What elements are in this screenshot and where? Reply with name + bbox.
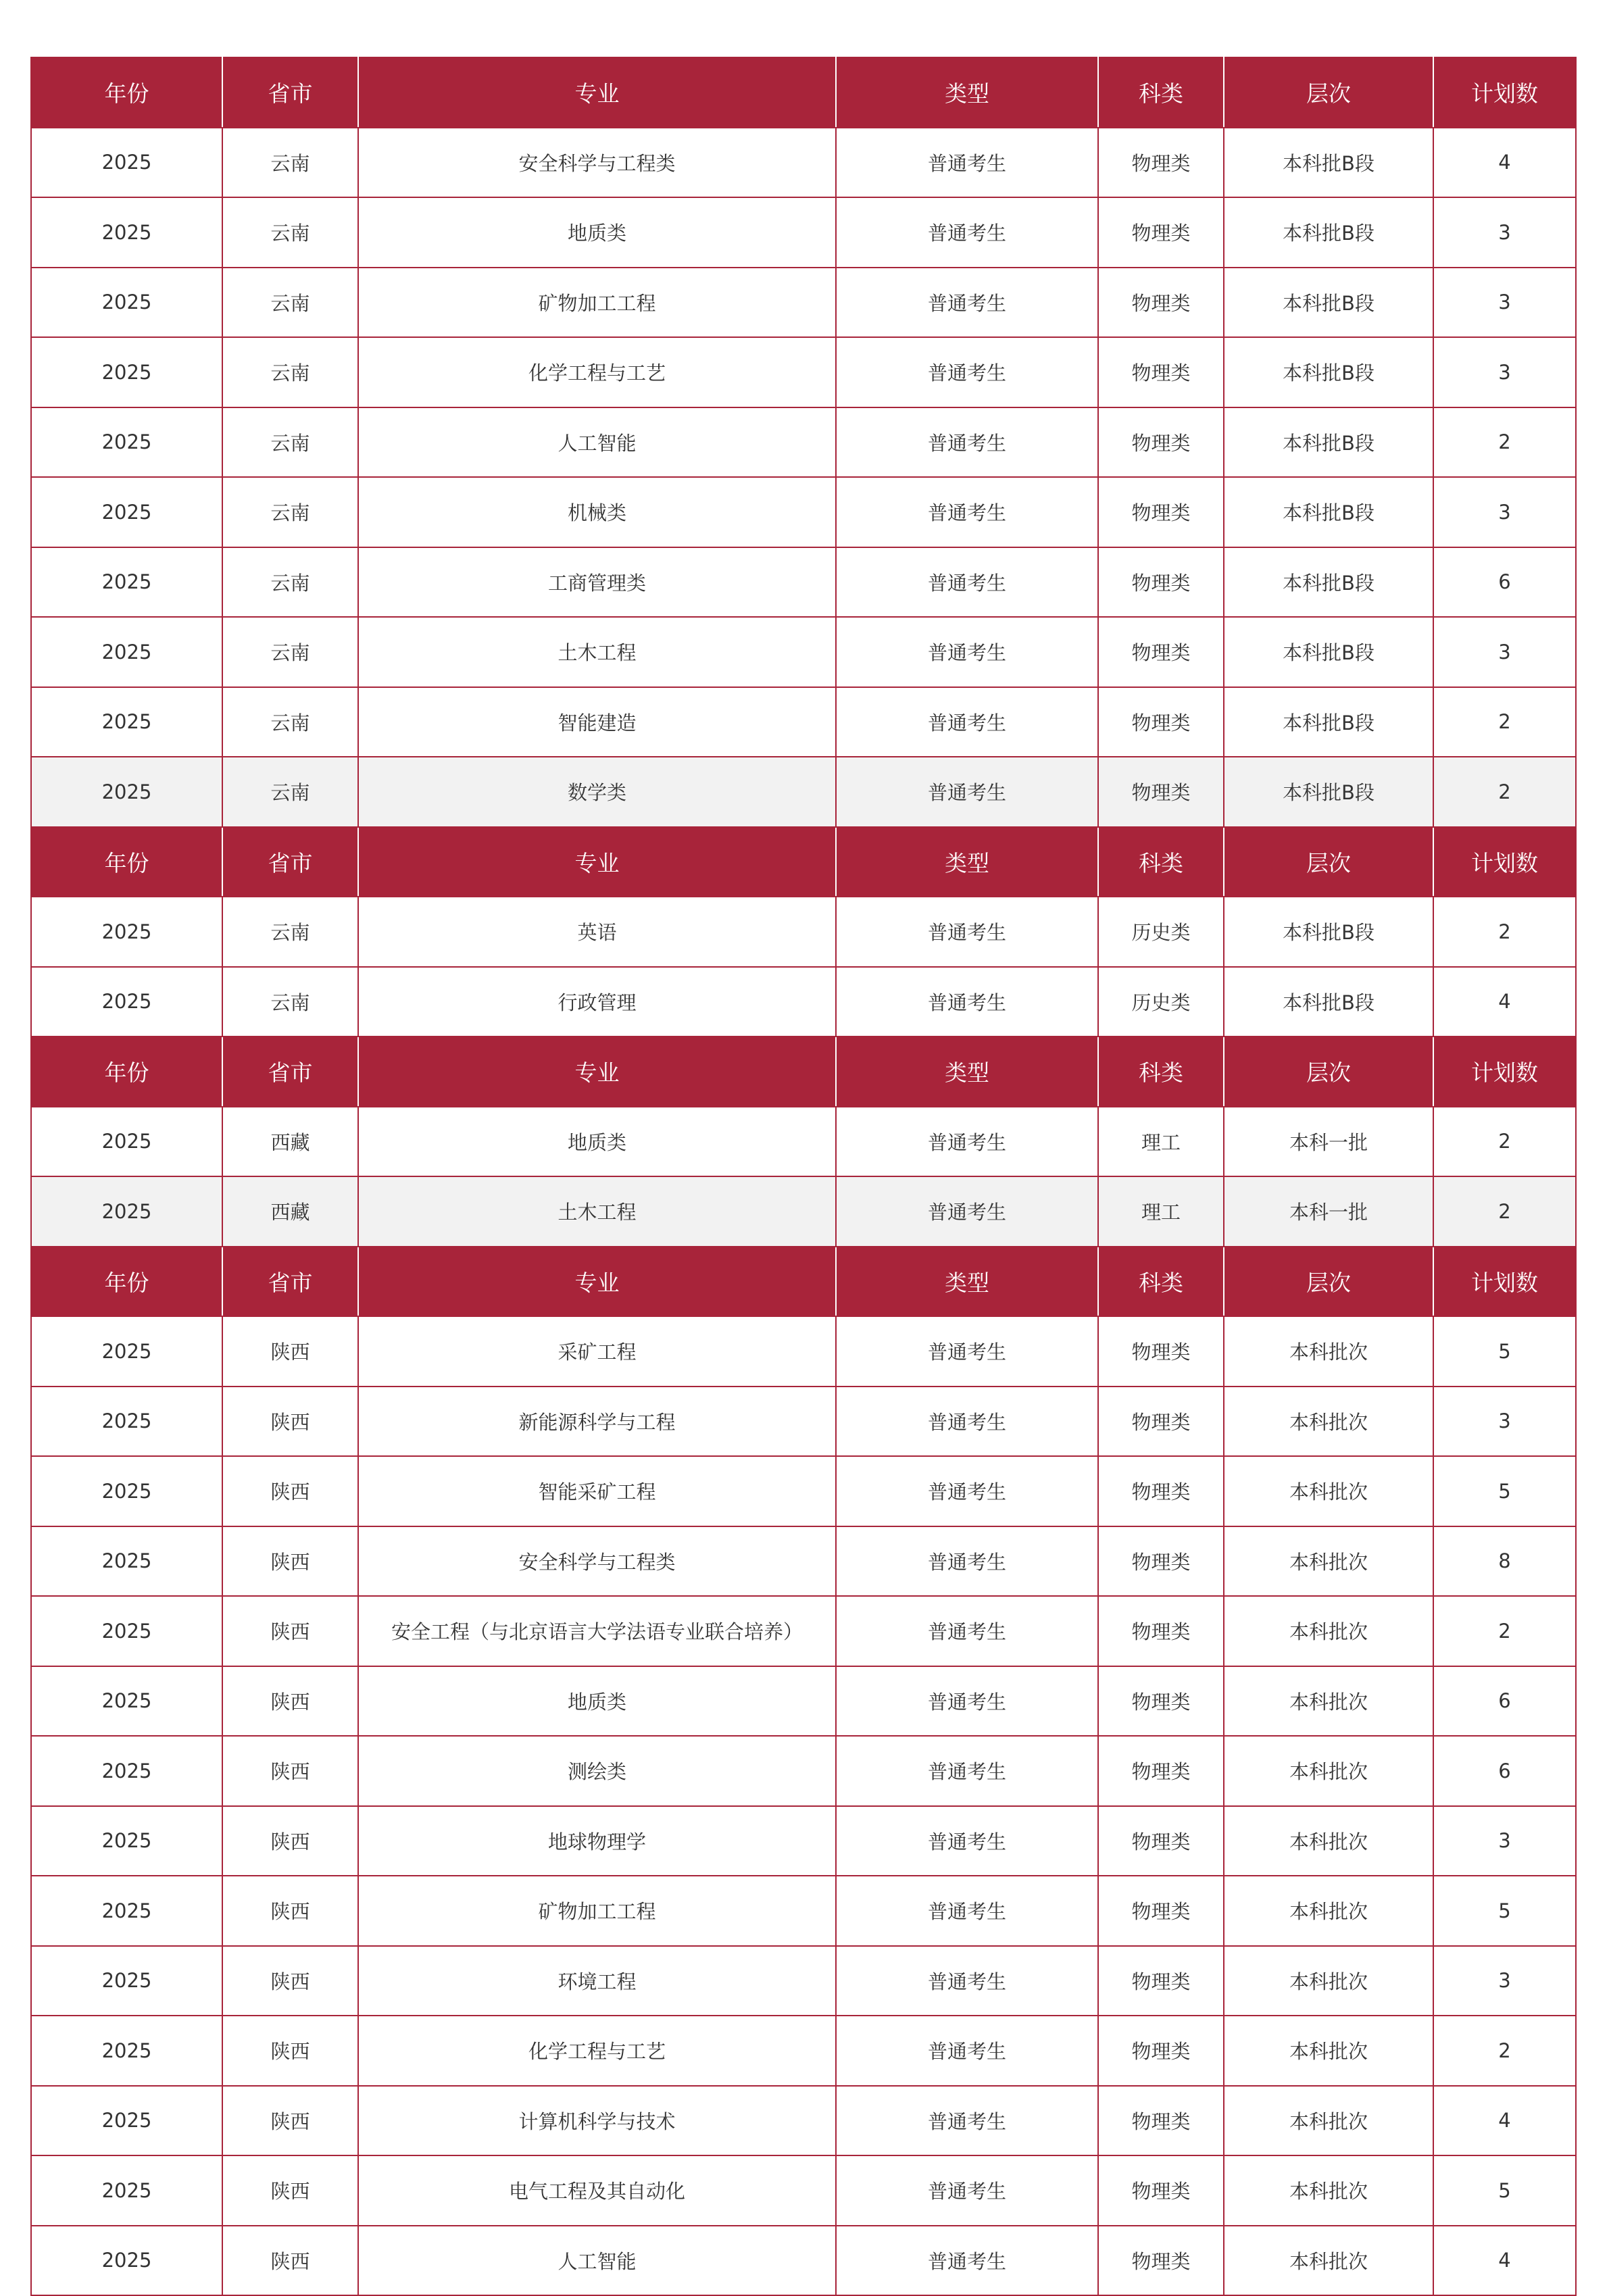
province-cell: 陕西	[222, 1387, 358, 1457]
plan-count-cell: 2	[1433, 1596, 1576, 1666]
type-cell: 普通考生	[836, 1316, 1098, 1387]
table-row	[31, 337, 1576, 407]
major-cell: 安全工程（与北京语言大学法语专业联合培养）	[358, 1596, 836, 1666]
category-cell: 物理类	[1098, 1736, 1224, 1806]
category-cell: 物理类	[1098, 337, 1224, 407]
year-cell: 2025	[31, 407, 222, 478]
level-header: 层次	[1224, 1037, 1433, 1107]
major-cell: 人工智能	[358, 407, 836, 478]
major-cell: 安全科学与工程类	[358, 128, 836, 198]
province-cell: 云南	[222, 687, 358, 757]
type-header: 类型	[836, 1037, 1098, 1107]
major-cell: 电气工程及其自动化	[358, 2155, 836, 2226]
type-cell: 普通考生	[836, 197, 1098, 268]
type-cell: 普通考生	[836, 1387, 1098, 1457]
province-cell: 陕西	[222, 1456, 358, 1526]
table-row	[31, 1666, 1576, 1737]
category-cell: 物理类	[1098, 547, 1224, 618]
level-cell: 本科批B段	[1224, 757, 1433, 827]
type-cell: 普通考生	[836, 547, 1098, 618]
province-cell: 西藏	[222, 1107, 358, 1177]
province-cell: 陕西	[222, 1876, 358, 1946]
year-cell: 2025	[31, 2226, 222, 2296]
plan-count-cell: 2	[1433, 687, 1576, 757]
province-cell: 陕西	[222, 1806, 358, 1876]
table-row	[31, 1736, 1576, 1806]
major-cell: 数学类	[358, 757, 836, 827]
plan-count-header: 计划数	[1433, 827, 1576, 897]
major-cell: 化学工程与工艺	[358, 2016, 836, 2086]
plan-count-cell: 5	[1433, 1316, 1576, 1387]
plan-count-cell: 3	[1433, 1806, 1576, 1876]
province-cell: 陕西	[222, 1596, 358, 1666]
province-cell: 陕西	[222, 2226, 358, 2296]
level-cell: 本科批B段	[1224, 128, 1433, 198]
plan-count-cell: 3	[1433, 477, 1576, 547]
year-cell: 2025	[31, 268, 222, 338]
type-cell: 普通考生	[836, 477, 1098, 547]
table-row	[31, 1456, 1576, 1526]
type-cell: 普通考生	[836, 1876, 1098, 1946]
province-cell: 云南	[222, 128, 358, 198]
table-row	[31, 1107, 1576, 1177]
type-cell: 普通考生	[836, 2016, 1098, 2086]
table-row	[31, 1946, 1576, 2016]
enrollment-plan-table	[30, 57, 1577, 2296]
plan-count-header: 计划数	[1433, 1037, 1576, 1107]
major-cell: 安全科学与工程类	[358, 1526, 836, 1597]
category-cell: 物理类	[1098, 1456, 1224, 1526]
level-cell: 本科批次	[1224, 1387, 1433, 1457]
level-cell: 本科批B段	[1224, 337, 1433, 407]
major-cell: 土木工程	[358, 1176, 836, 1247]
major-cell: 工商管理类	[358, 547, 836, 618]
level-cell: 本科批B段	[1224, 407, 1433, 478]
table-row	[31, 2016, 1576, 2086]
table-row	[31, 897, 1576, 967]
table-row	[31, 617, 1576, 687]
table-row	[31, 1806, 1576, 1876]
level-cell: 本科批次	[1224, 1666, 1433, 1737]
table-row	[31, 128, 1576, 198]
year-cell: 2025	[31, 2016, 222, 2086]
table-header-row	[31, 1247, 1576, 1317]
province-cell: 陕西	[222, 1946, 358, 2016]
level-cell: 本科批次	[1224, 1946, 1433, 2016]
plan-count-cell: 6	[1433, 547, 1576, 618]
major-header: 专业	[358, 827, 836, 897]
year-header: 年份	[31, 1037, 222, 1107]
type-cell: 普通考生	[836, 1596, 1098, 1666]
major-cell: 地质类	[358, 1666, 836, 1737]
table-row	[31, 967, 1576, 1037]
category-cell: 物理类	[1098, 1596, 1224, 1666]
year-cell: 2025	[31, 197, 222, 268]
plan-count-cell: 5	[1433, 2155, 1576, 2226]
year-cell: 2025	[31, 2086, 222, 2156]
table-row	[31, 1387, 1576, 1457]
type-cell: 普通考生	[836, 897, 1098, 967]
year-cell: 2025	[31, 547, 222, 618]
plan-count-cell: 4	[1433, 2226, 1576, 2296]
category-cell: 物理类	[1098, 1946, 1224, 2016]
table-row	[31, 2155, 1576, 2226]
major-cell: 采矿工程	[358, 1316, 836, 1387]
major-cell: 智能建造	[358, 687, 836, 757]
table-header-row	[31, 1037, 1576, 1107]
province-header: 省市	[222, 827, 358, 897]
type-cell: 普通考生	[836, 2155, 1098, 2226]
province-cell: 陕西	[222, 2155, 358, 2226]
table-row	[31, 2086, 1576, 2156]
year-cell: 2025	[31, 687, 222, 757]
province-header: 省市	[222, 57, 358, 128]
year-cell: 2025	[31, 1736, 222, 1806]
type-cell: 普通考生	[836, 1176, 1098, 1247]
type-cell: 普通考生	[836, 337, 1098, 407]
type-cell: 普通考生	[836, 268, 1098, 338]
year-cell: 2025	[31, 967, 222, 1037]
major-cell: 人工智能	[358, 2226, 836, 2296]
year-cell: 2025	[31, 1806, 222, 1876]
type-cell: 普通考生	[836, 617, 1098, 687]
category-cell: 物理类	[1098, 757, 1224, 827]
type-cell: 普通考生	[836, 1526, 1098, 1597]
category-cell: 物理类	[1098, 128, 1224, 198]
category-cell: 理工	[1098, 1176, 1224, 1247]
plan-count-cell: 5	[1433, 1876, 1576, 1946]
category-cell: 物理类	[1098, 477, 1224, 547]
province-cell: 云南	[222, 477, 358, 547]
level-cell: 本科批B段	[1224, 617, 1433, 687]
category-cell: 物理类	[1098, 1666, 1224, 1737]
type-cell: 普通考生	[836, 1946, 1098, 2016]
table-row	[31, 197, 1576, 268]
major-header: 专业	[358, 1037, 836, 1107]
year-cell: 2025	[31, 1176, 222, 1247]
type-cell: 普通考生	[836, 2226, 1098, 2296]
province-cell: 云南	[222, 757, 358, 827]
table-row	[31, 1176, 1576, 1247]
major-cell: 矿物加工工程	[358, 268, 836, 338]
province-cell: 云南	[222, 197, 358, 268]
plan-count-cell: 2	[1433, 407, 1576, 478]
table-row	[31, 1876, 1576, 1946]
plan-count-cell: 4	[1433, 2086, 1576, 2156]
major-cell: 地质类	[358, 1107, 836, 1177]
province-cell: 陕西	[222, 2086, 358, 2156]
major-cell: 英语	[358, 897, 836, 967]
category-cell: 物理类	[1098, 1526, 1224, 1597]
table-row	[31, 407, 1576, 478]
type-cell: 普通考生	[836, 1736, 1098, 1806]
table-header-row	[31, 827, 1576, 897]
major-header: 专业	[358, 57, 836, 128]
province-cell: 陕西	[222, 1526, 358, 1597]
category-cell: 物理类	[1098, 1876, 1224, 1946]
level-cell: 本科批次	[1224, 1806, 1433, 1876]
year-header: 年份	[31, 827, 222, 897]
type-cell: 普通考生	[836, 2086, 1098, 2156]
table-row	[31, 477, 1576, 547]
level-cell: 本科批B段	[1224, 687, 1433, 757]
level-cell: 本科批次	[1224, 2016, 1433, 2086]
year-header: 年份	[31, 1247, 222, 1317]
table-row	[31, 757, 1576, 827]
level-cell: 本科批次	[1224, 2086, 1433, 2156]
level-cell: 本科批次	[1224, 2155, 1433, 2226]
province-cell: 云南	[222, 967, 358, 1037]
category-cell: 物理类	[1098, 197, 1224, 268]
plan-count-cell: 8	[1433, 1526, 1576, 1597]
province-cell: 陕西	[222, 1666, 358, 1737]
type-cell: 普通考生	[836, 1456, 1098, 1526]
type-cell: 普通考生	[836, 687, 1098, 757]
plan-count-cell: 6	[1433, 1666, 1576, 1737]
category-cell: 物理类	[1098, 1806, 1224, 1876]
category-cell: 历史类	[1098, 967, 1224, 1037]
category-cell: 物理类	[1098, 2155, 1224, 2226]
category-cell: 历史类	[1098, 897, 1224, 967]
category-header: 科类	[1098, 57, 1224, 128]
table-row	[31, 268, 1576, 338]
category-cell: 物理类	[1098, 2226, 1224, 2296]
type-cell: 普通考生	[836, 128, 1098, 198]
type-header: 类型	[836, 1247, 1098, 1317]
type-header: 类型	[836, 57, 1098, 128]
major-cell: 测绘类	[358, 1736, 836, 1806]
year-cell: 2025	[31, 897, 222, 967]
plan-count-cell: 2	[1433, 897, 1576, 967]
level-cell: 本科一批	[1224, 1176, 1433, 1247]
major-cell: 环境工程	[358, 1946, 836, 2016]
major-header: 专业	[358, 1247, 836, 1317]
category-cell: 物理类	[1098, 2016, 1224, 2086]
year-cell: 2025	[31, 128, 222, 198]
category-cell: 物理类	[1098, 1316, 1224, 1387]
category-cell: 物理类	[1098, 687, 1224, 757]
category-header: 科类	[1098, 1037, 1224, 1107]
type-cell: 普通考生	[836, 757, 1098, 827]
category-cell: 物理类	[1098, 407, 1224, 478]
year-header: 年份	[31, 57, 222, 128]
major-cell: 地球物理学	[358, 1806, 836, 1876]
province-cell: 西藏	[222, 1176, 358, 1247]
major-cell: 矿物加工工程	[358, 1876, 836, 1946]
plan-count-header: 计划数	[1433, 57, 1576, 128]
year-cell: 2025	[31, 1107, 222, 1177]
level-cell: 本科一批	[1224, 1107, 1433, 1177]
major-cell: 化学工程与工艺	[358, 337, 836, 407]
year-cell: 2025	[31, 1946, 222, 2016]
plan-count-cell: 2	[1433, 2016, 1576, 2086]
type-cell: 普通考生	[836, 1806, 1098, 1876]
year-cell: 2025	[31, 1876, 222, 1946]
table-body	[31, 57, 1576, 2295]
major-cell: 机械类	[358, 477, 836, 547]
province-header: 省市	[222, 1037, 358, 1107]
type-cell: 普通考生	[836, 407, 1098, 478]
year-cell: 2025	[31, 1387, 222, 1457]
type-header: 类型	[836, 827, 1098, 897]
level-cell: 本科批次	[1224, 1736, 1433, 1806]
level-cell: 本科批次	[1224, 1596, 1433, 1666]
type-cell: 普通考生	[836, 967, 1098, 1037]
plan-count-cell: 3	[1433, 268, 1576, 338]
province-header: 省市	[222, 1247, 358, 1317]
level-cell: 本科批B段	[1224, 477, 1433, 547]
category-cell: 物理类	[1098, 268, 1224, 338]
category-cell: 理工	[1098, 1107, 1224, 1177]
plan-count-cell: 2	[1433, 1107, 1576, 1177]
level-cell: 本科批B段	[1224, 268, 1433, 338]
plan-count-cell: 3	[1433, 337, 1576, 407]
province-cell: 云南	[222, 407, 358, 478]
year-cell: 2025	[31, 477, 222, 547]
major-cell: 土木工程	[358, 617, 836, 687]
level-cell: 本科批次	[1224, 2226, 1433, 2296]
major-cell: 计算机科学与技术	[358, 2086, 836, 2156]
plan-count-cell: 3	[1433, 197, 1576, 268]
year-cell: 2025	[31, 2155, 222, 2226]
level-header: 层次	[1224, 1247, 1433, 1317]
table-row	[31, 1316, 1576, 1387]
major-cell: 新能源科学与工程	[358, 1387, 836, 1457]
year-cell: 2025	[31, 757, 222, 827]
plan-count-cell: 6	[1433, 1736, 1576, 1806]
plan-count-cell: 3	[1433, 1946, 1576, 2016]
province-cell: 云南	[222, 617, 358, 687]
type-cell: 普通考生	[836, 1666, 1098, 1737]
year-cell: 2025	[31, 617, 222, 687]
year-cell: 2025	[31, 1526, 222, 1597]
province-cell: 陕西	[222, 1316, 358, 1387]
category-header: 科类	[1098, 827, 1224, 897]
table-row	[31, 2226, 1576, 2296]
province-cell: 云南	[222, 268, 358, 338]
level-header: 层次	[1224, 827, 1433, 897]
type-cell: 普通考生	[836, 1107, 1098, 1177]
province-cell: 云南	[222, 547, 358, 618]
province-cell: 云南	[222, 897, 358, 967]
plan-count-cell: 3	[1433, 1387, 1576, 1457]
level-cell: 本科批次	[1224, 1456, 1433, 1526]
province-cell: 陕西	[222, 1736, 358, 1806]
major-cell: 行政管理	[358, 967, 836, 1037]
plan-count-header: 计划数	[1433, 1247, 1576, 1317]
plan-count-cell: 2	[1433, 1176, 1576, 1247]
year-cell: 2025	[31, 1666, 222, 1737]
year-cell: 2025	[31, 337, 222, 407]
year-cell: 2025	[31, 1316, 222, 1387]
level-header: 层次	[1224, 57, 1433, 128]
plan-count-cell: 4	[1433, 128, 1576, 198]
table-row	[31, 1526, 1576, 1597]
major-cell: 智能采矿工程	[358, 1456, 836, 1526]
category-cell: 物理类	[1098, 617, 1224, 687]
plan-count-cell: 3	[1433, 617, 1576, 687]
plan-count-cell: 2	[1433, 757, 1576, 827]
major-cell: 地质类	[358, 197, 836, 268]
category-cell: 物理类	[1098, 2086, 1224, 2156]
level-cell: 本科批B段	[1224, 897, 1433, 967]
table-row	[31, 687, 1576, 757]
category-cell: 物理类	[1098, 1387, 1224, 1457]
year-cell: 2025	[31, 1456, 222, 1526]
table-row	[31, 547, 1576, 618]
level-cell: 本科批B段	[1224, 967, 1433, 1037]
table-row	[31, 1596, 1576, 1666]
plan-count-cell: 5	[1433, 1456, 1576, 1526]
level-cell: 本科批B段	[1224, 547, 1433, 618]
plan-count-cell: 4	[1433, 967, 1576, 1037]
province-cell: 陕西	[222, 2016, 358, 2086]
level-cell: 本科批次	[1224, 1316, 1433, 1387]
level-cell: 本科批B段	[1224, 197, 1433, 268]
province-cell: 云南	[222, 337, 358, 407]
year-cell: 2025	[31, 1596, 222, 1666]
category-header: 科类	[1098, 1247, 1224, 1317]
level-cell: 本科批次	[1224, 1876, 1433, 1946]
level-cell: 本科批次	[1224, 1526, 1433, 1597]
table-header-row	[31, 57, 1576, 128]
